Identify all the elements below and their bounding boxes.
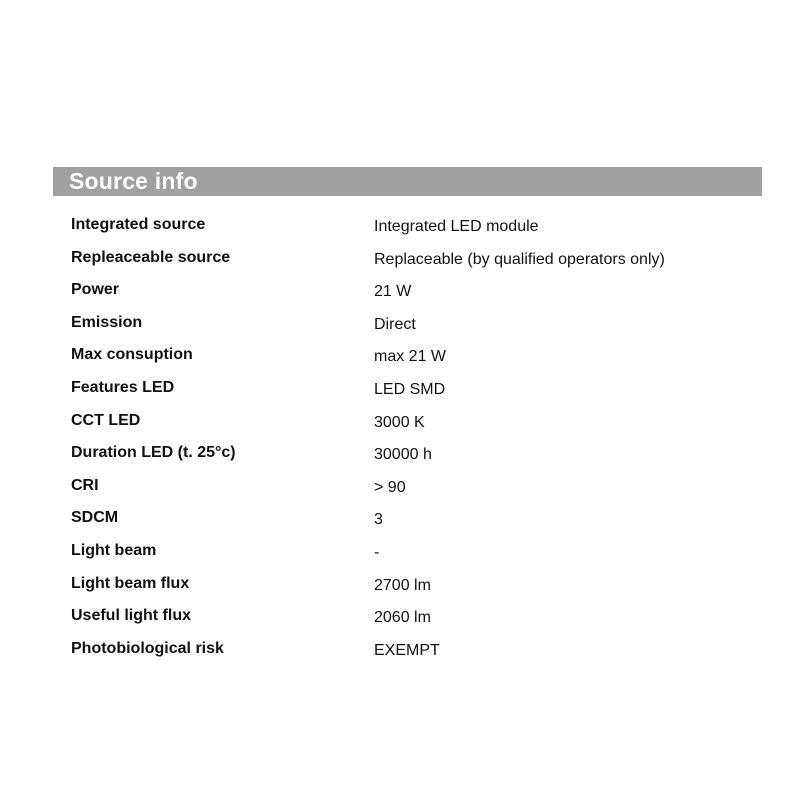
spec-row-cct-led	[53, 408, 762, 441]
spec-value: LED SMD	[374, 380, 446, 398]
spec-value: Replaceable (by qualified operators only)	[374, 250, 665, 268]
spec-label: Light beam flux	[71, 574, 190, 592]
spec-row-duration-led	[53, 440, 762, 473]
spec-row-features-led	[53, 375, 762, 408]
spec-value: 3000 K	[374, 413, 425, 431]
spec-label: Features LED	[71, 378, 175, 396]
spec-value: 3	[374, 511, 383, 529]
section-title: Source info	[69, 168, 198, 194]
spec-row-replaceable-source	[53, 245, 762, 278]
spec-row-emission	[53, 310, 762, 343]
spec-row-max-consumption	[53, 342, 762, 375]
spec-value: > 90	[374, 478, 406, 496]
spec-label: Light beam	[71, 541, 157, 559]
spec-row-useful-light-flux	[53, 603, 762, 636]
spec-row-sdcm	[53, 505, 762, 538]
spec-row-integrated-source	[53, 212, 762, 245]
spec-row-light-beam-flux	[53, 571, 762, 604]
spec-label: SDCM	[71, 509, 119, 527]
spec-row-photobiological-risk	[53, 636, 762, 669]
spec-value: EXEMPT	[374, 641, 440, 659]
spec-label: CCT LED	[71, 411, 141, 429]
spec-value: max 21 W	[374, 348, 447, 366]
spec-label: Integrated source	[71, 216, 206, 233]
spec-row-light-beam	[53, 538, 762, 571]
section-header	[53, 167, 762, 196]
spec-label: Duration LED (t. 25°c)	[71, 444, 236, 462]
spec-value: Integrated LED module	[374, 218, 539, 235]
source-info-section	[53, 167, 762, 668]
spec-value: 30000 h	[374, 446, 432, 464]
spec-label: CRI	[71, 476, 99, 494]
spec-label: Power	[71, 281, 120, 299]
spec-value: 2700 lm	[374, 576, 431, 594]
spec-label: Photobiological risk	[71, 639, 224, 657]
spec-table	[53, 212, 762, 668]
spec-value: 21 W	[374, 283, 412, 301]
spec-value: 2060 lm	[374, 609, 431, 627]
spec-label: Max consuption	[71, 346, 193, 364]
spec-label: Emission	[71, 313, 143, 331]
spec-row-cri	[53, 473, 762, 506]
spec-label: Useful light flux	[71, 607, 191, 625]
spec-value: Direct	[374, 315, 416, 333]
spec-label: Repleaceable source	[71, 248, 231, 266]
spec-value: -	[374, 543, 380, 561]
spec-row-power	[53, 277, 762, 310]
